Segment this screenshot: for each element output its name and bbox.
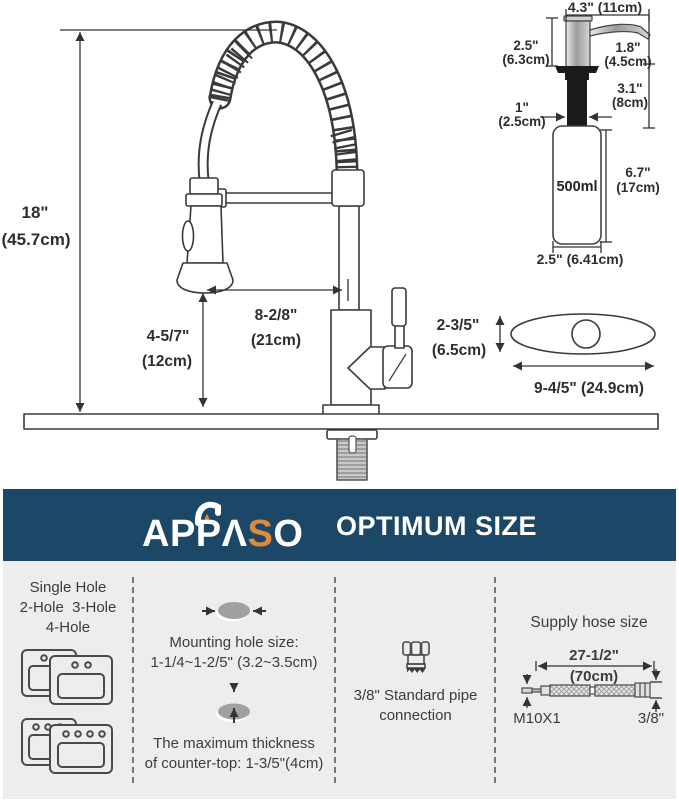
dim-shank-height-cm: (8cm) — [611, 95, 649, 110]
optimum-size-panel — [3, 561, 676, 799]
dim-shank-width-in: 1" — [515, 100, 529, 115]
hose-right-thread-label: 3/8" — [637, 710, 665, 727]
coil-collar — [332, 170, 364, 206]
sprayer-button — [183, 221, 194, 251]
deck-plate-drawing — [511, 314, 655, 354]
logo-segment: O — [273, 513, 304, 553]
column-hole-config — [3, 561, 133, 799]
dim-bottle-height-in: 6.7" — [625, 165, 651, 180]
hose-length-in: 27-1/2" — [569, 647, 619, 664]
logo-segment-orange: S — [247, 513, 274, 553]
dim-head-clearance-in: 4-5/7" — [146, 328, 190, 345]
hose-left-thread-label: M10X1 — [513, 710, 561, 727]
spout-arm — [218, 193, 345, 203]
mounting-hole-icon — [198, 597, 270, 625]
dim-bottle-width: 2.5" (6.41cm) — [536, 251, 624, 267]
dim-faucet-height-in: 18" — [21, 203, 49, 222]
dim-pump-height-in: 2.5" — [513, 38, 539, 53]
supply-hose-diagram — [504, 639, 674, 729]
column-pipe — [335, 561, 496, 799]
appaso-logo — [142, 497, 312, 553]
pipe-connector-icon — [402, 641, 430, 677]
column-mounting — [133, 561, 335, 799]
dim-faucet-height-cm: (45.7cm) — [1, 230, 71, 249]
dim-plate-width: 9-4/5" (24.9cm) — [534, 380, 644, 397]
sink-1-2-hole-icon — [20, 647, 116, 707]
dim-spout-reach-in: 8-2/8" — [254, 307, 298, 324]
sink-3-4-hole-icon — [20, 716, 116, 776]
counter-thickness-icon — [212, 681, 256, 727]
mounting-hole-text: Mounting hole size: 1-1/4~1-2/5" (3.2~3.5cm) — [150, 634, 318, 671]
dim-bottle-height-cm: (17cm) — [616, 180, 660, 195]
logo-segment: APP — [142, 513, 222, 553]
dim-head-height-in: 1.8" — [615, 40, 641, 55]
handle-neck — [395, 324, 404, 348]
pipe-connection-text: 3/8" Standard pipe connection — [353, 687, 478, 724]
hose-length-cm: (70cm) — [569, 668, 619, 685]
dim-head-height-cm: (4.5cm) — [604, 54, 652, 69]
hole-config-text: Single Hole 2-Hole 3-Hole 4-Hole — [19, 579, 117, 636]
countertop — [24, 414, 658, 429]
dim-spout-reach-cm: (21cm) — [251, 332, 301, 349]
dim-shank-height-in: 3.1" — [617, 81, 643, 96]
dispenser-spout — [590, 24, 650, 39]
counter-thickness-text: The maximum thickness of counter-top: 1-3/5"(4cm) — [144, 735, 324, 772]
dispenser-pump — [566, 21, 590, 67]
band-title: OPTIMUM SIZE — [336, 510, 537, 541]
faucet-tube — [339, 206, 359, 310]
shank-pin — [349, 436, 356, 453]
dim-head-clearance-cm: (12cm) — [142, 353, 192, 370]
dim-plate-height-cm: (6.5cm) — [431, 342, 487, 359]
dispenser-shank — [567, 80, 587, 128]
dim-plate-height-in: 2-3/5" — [436, 317, 480, 334]
deck-plate-hole — [572, 320, 600, 348]
dim-dispenser-top-width: 4.3" (11cm) — [567, 0, 643, 15]
dim-shank-width-cm: (2.5cm) — [498, 114, 546, 129]
column-hose — [496, 561, 679, 799]
logo-segment: Λ — [221, 513, 248, 553]
handle-lever — [392, 288, 406, 326]
bottle-capacity-label: 500ml — [556, 179, 598, 195]
hose-title: Supply hose size — [530, 614, 648, 631]
dispenser-collar — [555, 66, 599, 80]
svg-text:APPΛSO — [142, 513, 303, 553]
dim-pump-height-cm: (6.3cm) — [502, 52, 550, 67]
header-band — [3, 489, 676, 561]
spring-coil — [219, 32, 347, 170]
